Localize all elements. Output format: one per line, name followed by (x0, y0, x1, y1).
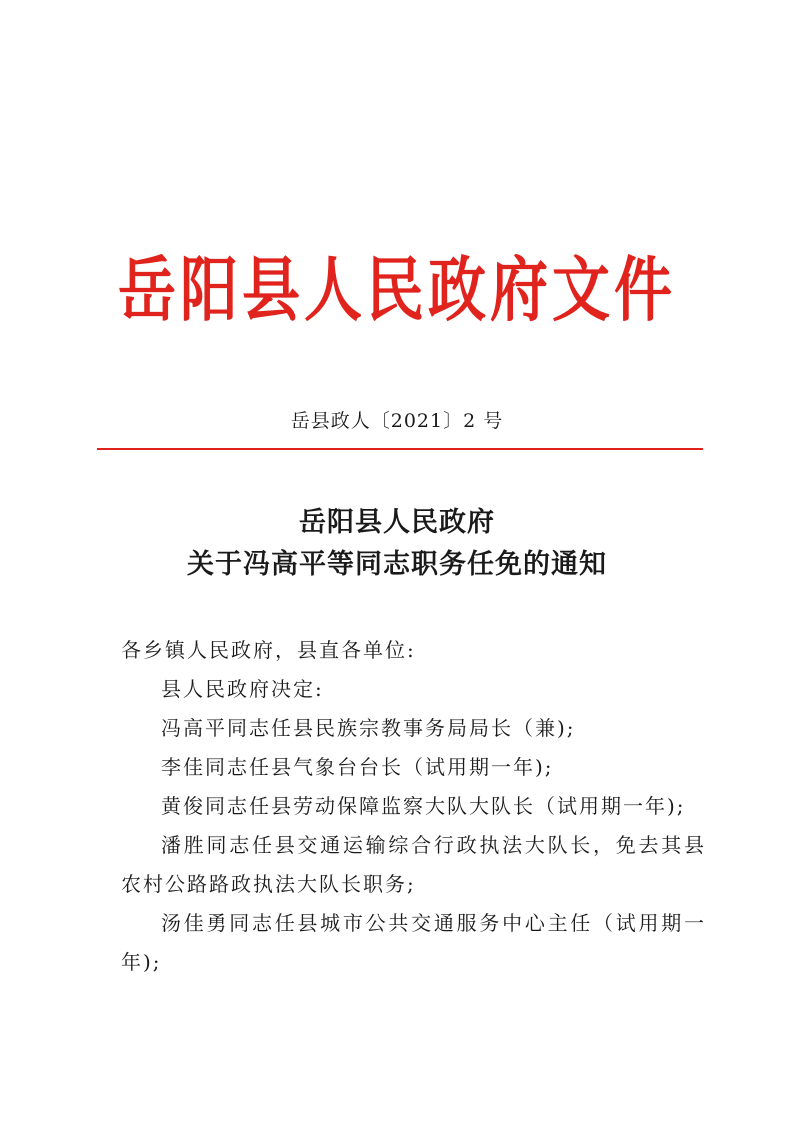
salutation: 各乡镇人民政府，县直各单位: (121, 638, 416, 662)
document-number: 岳县政人〔2021〕2 号 (290, 410, 504, 432)
notice-title-line-2: 关于冯高平等同志职务任免的通知 (187, 549, 607, 580)
appointment-item: 黄俊同志任县劳动保障监察大队大队长（试用期一年); (161, 794, 686, 818)
red-divider-line (97, 448, 703, 450)
document-header-title: 岳阳县人民政府文件 (117, 249, 676, 331)
notice-title-line-1: 岳阳县人民政府 (299, 507, 495, 538)
appointment-item: 李佳同志任县气象台台长（试用期一年); (161, 755, 554, 779)
appointment-item: 潘胜同志任县交通运输综合行政执法大队长，免去其县农村公路路政执法大队长职务; (121, 833, 706, 896)
notice-body (121, 631, 706, 982)
decision-statement: 县人民政府决定: (161, 677, 324, 701)
appointment-item: 冯高平同志任县民族宗教事务局局长（兼); (161, 716, 576, 740)
appointment-item: 汤佳勇同志任县城市公共交通服务中心主任（试用期一年); (121, 911, 706, 974)
